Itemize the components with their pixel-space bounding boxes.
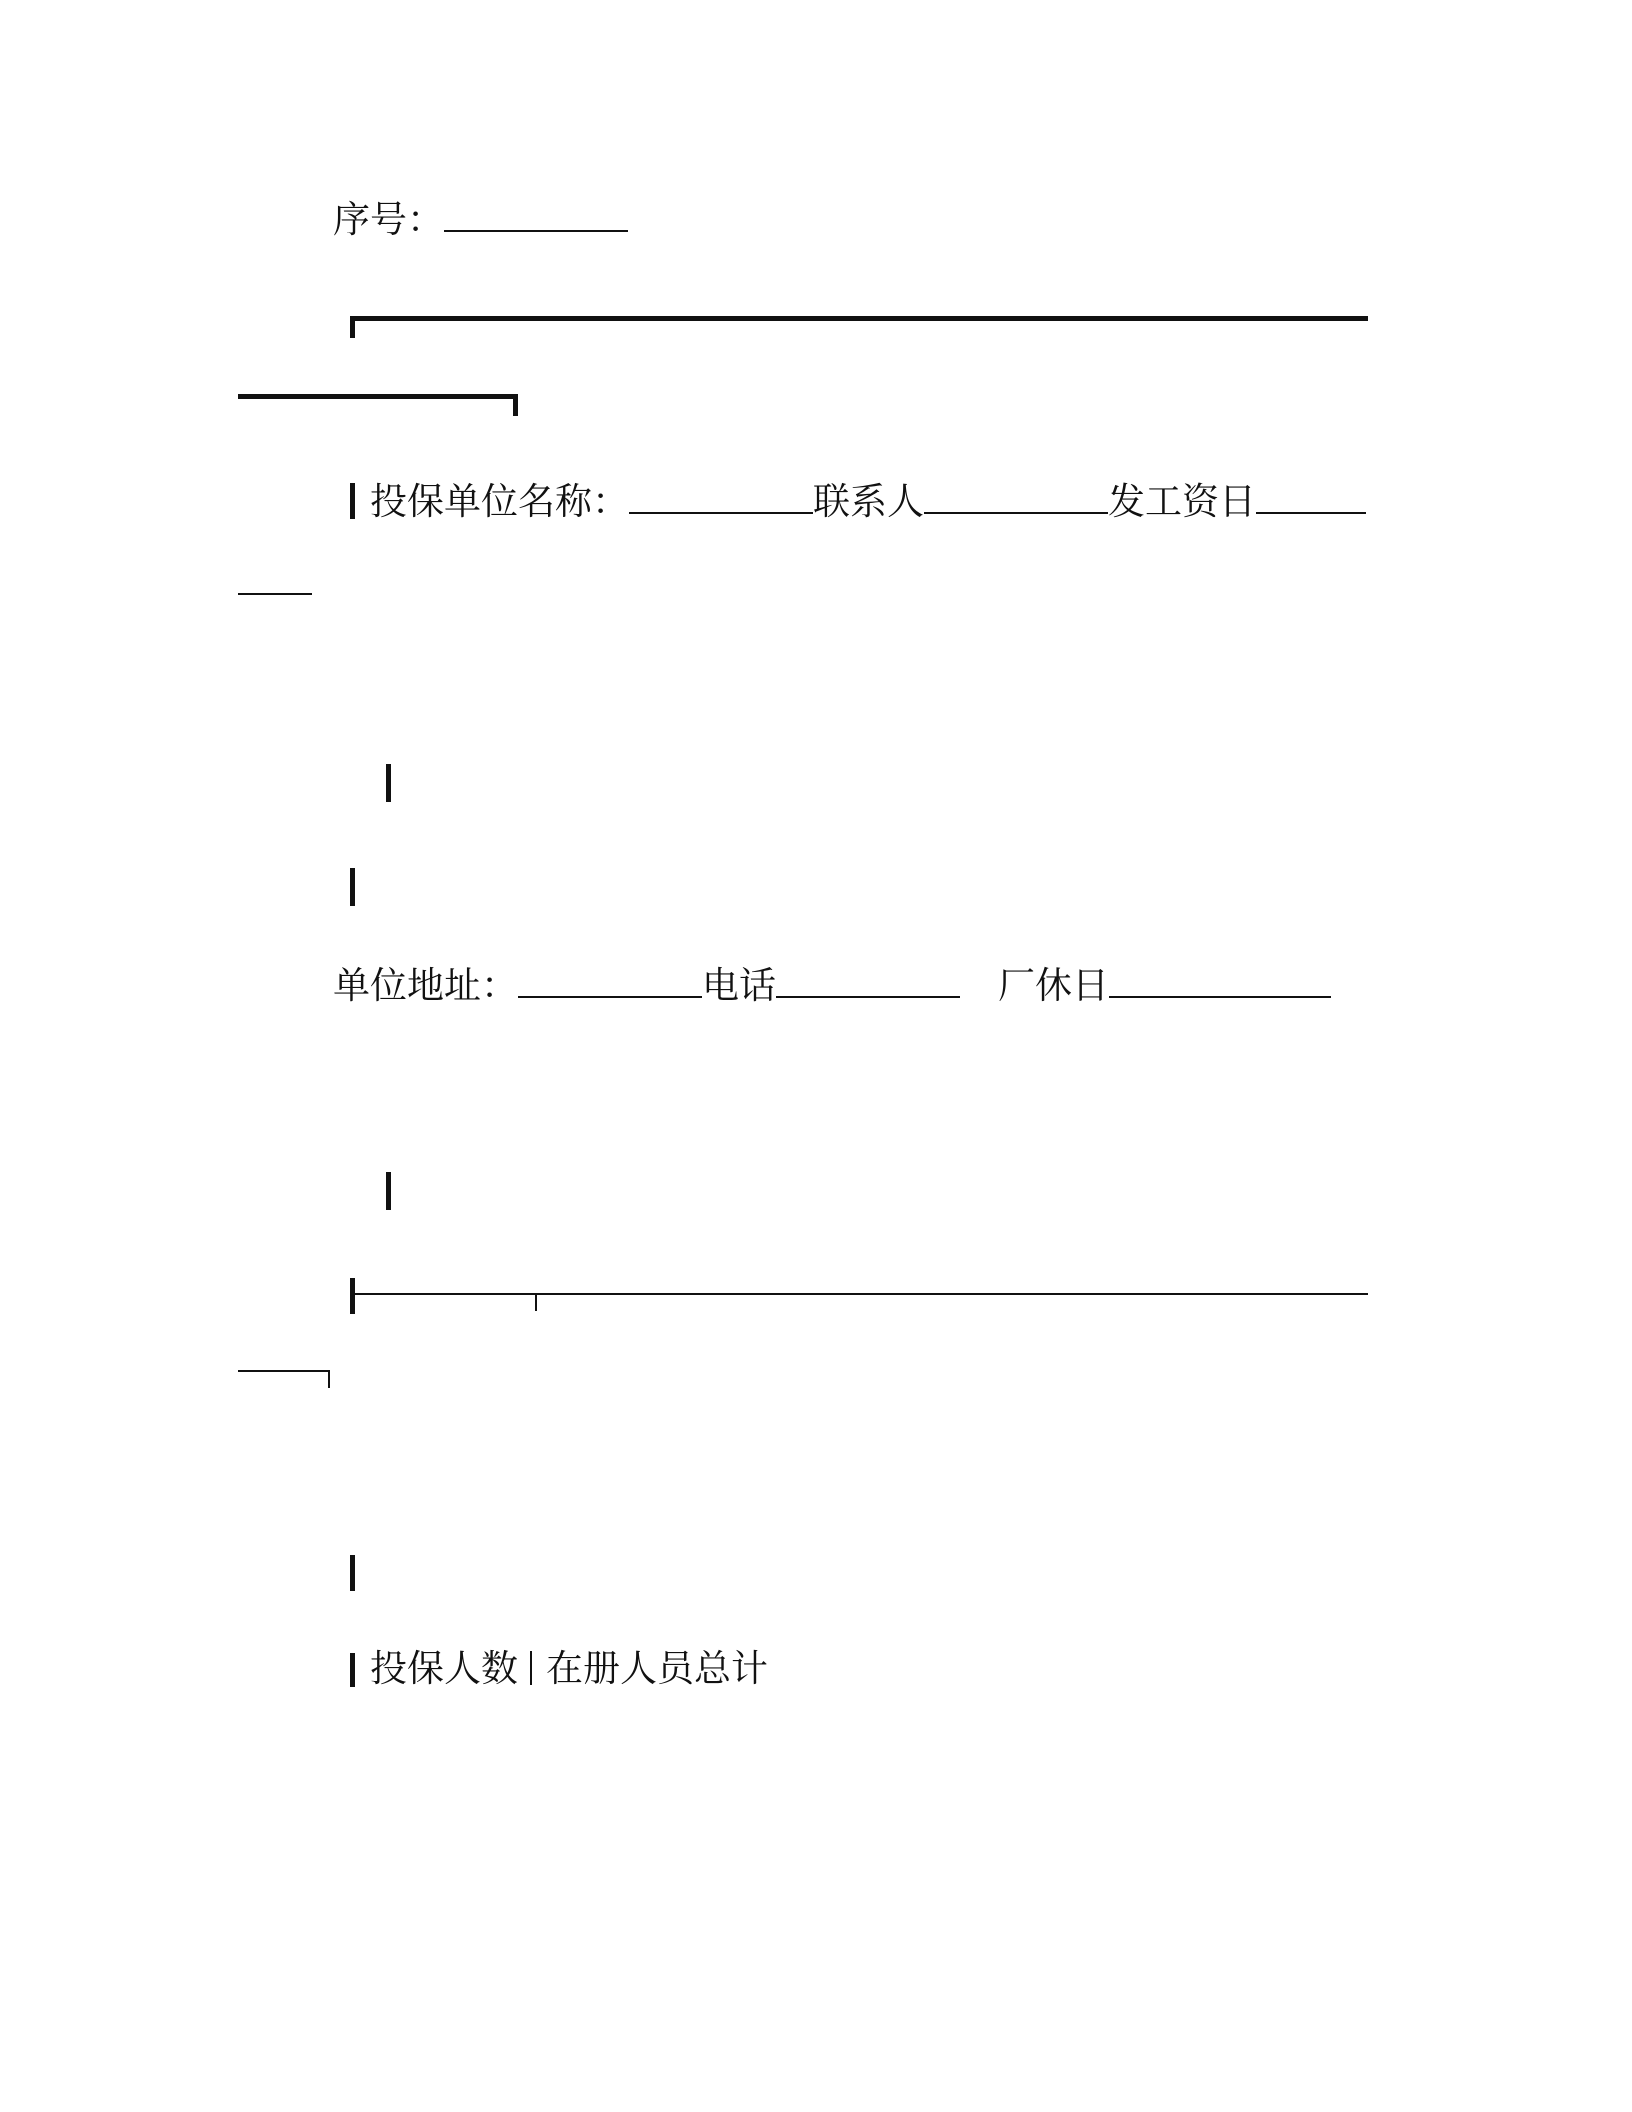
payday-input-line[interactable] bbox=[1256, 478, 1366, 514]
row3-left-border bbox=[350, 1555, 355, 1591]
table-top-border-continuation bbox=[238, 394, 518, 399]
serial-field bbox=[333, 196, 628, 242]
company-name-input-line[interactable] bbox=[629, 478, 813, 514]
table-top-border bbox=[350, 316, 1368, 321]
table-top-left-tick bbox=[350, 316, 355, 338]
row1-left-border bbox=[350, 483, 355, 519]
row1-fields bbox=[370, 478, 1366, 524]
inner-cell-border bbox=[386, 764, 391, 802]
cell-divider bbox=[530, 1651, 532, 1685]
row3-left-border-top bbox=[350, 1278, 355, 1314]
phone-input-line[interactable] bbox=[776, 962, 960, 998]
registered-total-label: 在册人员总计 bbox=[546, 1647, 768, 1690]
insured-count-label: 投保人数 bbox=[370, 1647, 518, 1690]
company-name-label: 投保单位名称： bbox=[370, 480, 629, 523]
holiday-input-line[interactable] bbox=[1109, 962, 1331, 998]
holiday-label: 厂休日 bbox=[998, 964, 1109, 1007]
contact-input-line[interactable] bbox=[924, 478, 1108, 514]
table-middle-border bbox=[355, 1293, 1368, 1295]
row4-left-border bbox=[350, 1653, 355, 1687]
phone-label: 电话 bbox=[702, 964, 776, 1007]
payday-input-line-continuation bbox=[238, 593, 312, 595]
inner-cell-border-2 bbox=[386, 1172, 391, 1210]
payday-label: 发工资日 bbox=[1108, 480, 1256, 523]
table-middle-right-tick bbox=[328, 1370, 330, 1388]
row3-fields bbox=[370, 1647, 768, 1691]
table-top-right-tick bbox=[513, 394, 518, 416]
table-middle-border-continuation bbox=[238, 1370, 330, 1372]
row2-left-border bbox=[350, 868, 355, 906]
row2-fields bbox=[333, 962, 1331, 1008]
contact-label: 联系人 bbox=[813, 480, 924, 523]
serial-input-line[interactable] bbox=[444, 196, 628, 232]
table-middle-tick bbox=[535, 1293, 537, 1311]
address-input-line[interactable] bbox=[518, 962, 702, 998]
address-label: 单位地址： bbox=[333, 964, 518, 1007]
serial-label: 序号： bbox=[333, 198, 444, 241]
